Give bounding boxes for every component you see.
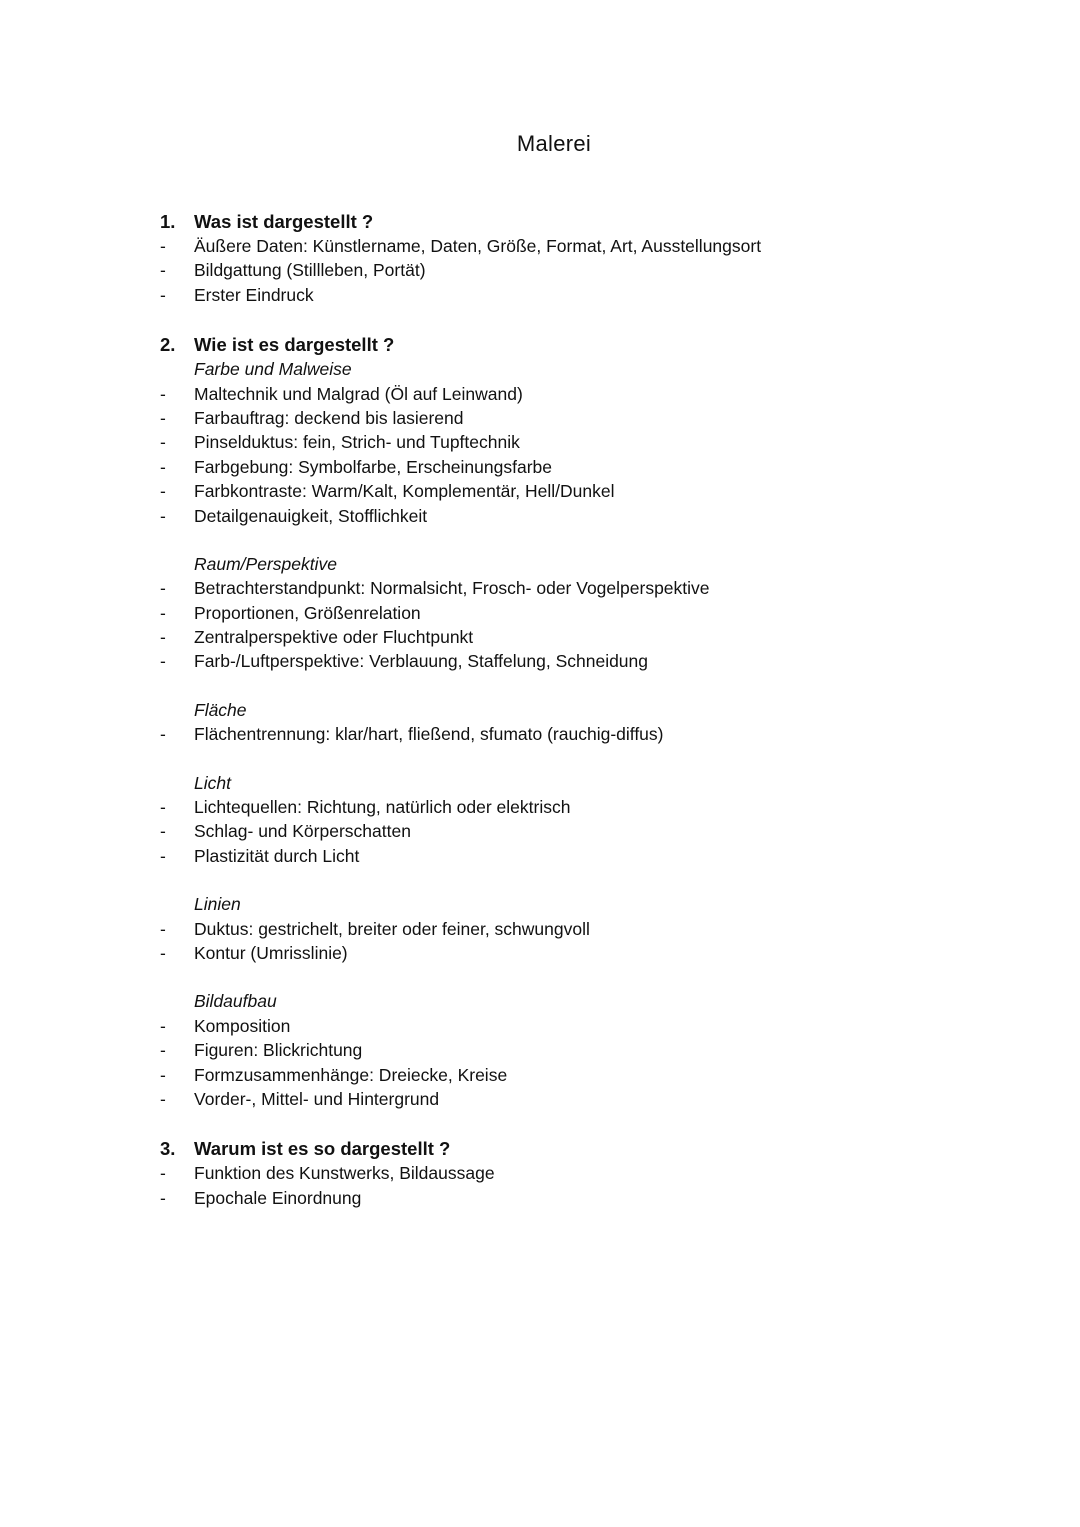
list-item xyxy=(160,283,980,307)
section-1 xyxy=(160,209,980,307)
dash-bullet: - xyxy=(160,845,166,866)
list-item-text: Schlag- und Körperschatten xyxy=(194,821,411,842)
list-item xyxy=(160,795,980,819)
list-item-text: Formzusammenhänge: Dreiecke, Kreise xyxy=(194,1064,508,1085)
dash-bullet: - xyxy=(160,1088,166,1109)
section-heading xyxy=(160,209,980,234)
dash-bullet: - xyxy=(160,456,166,477)
list-item xyxy=(160,258,980,282)
list-item-text: Komposition xyxy=(194,1015,291,1036)
document-title: Malerei xyxy=(516,131,592,156)
dash-bullet: - xyxy=(160,407,166,428)
dash-bullet: - xyxy=(160,236,166,256)
subsection xyxy=(160,552,980,674)
section-3 xyxy=(160,1136,980,1210)
list-item-text: Vorder-, Mittel- und Hintergrund xyxy=(194,1088,440,1109)
subsection xyxy=(160,357,980,528)
list-item-text: Erster Eindruck xyxy=(194,284,314,305)
dash-bullet: - xyxy=(160,797,166,818)
list-item-text: Äußere Daten: Künstlername, Daten, Größe, Format, Art, Ausstellungsort xyxy=(194,236,762,256)
list-item-text: Proportionen, Größenrelation xyxy=(194,602,421,623)
dash-bullet: - xyxy=(160,383,166,404)
dash-bullet: - xyxy=(160,1187,166,1208)
list-item xyxy=(160,406,980,430)
section-2 xyxy=(160,332,980,1111)
list-item xyxy=(160,1038,980,1062)
dash-bullet: - xyxy=(160,1064,166,1085)
list-item-text: Figuren: Blickrichtung xyxy=(194,1040,363,1061)
list-item-text: Plastizität durch Licht xyxy=(194,845,360,866)
list-item-text: Betrachterstandpunkt: Normalsicht, Frosch- oder Vogelperspektive xyxy=(194,578,710,599)
list-item xyxy=(160,1087,980,1111)
list-item-text: Lichtequellen: Richtung, natürlich oder elektrisch xyxy=(194,797,571,818)
dash-bullet: - xyxy=(160,1163,166,1184)
section-number: 3. xyxy=(160,1138,176,1160)
dash-bullet: - xyxy=(160,432,166,453)
subsection xyxy=(160,1161,980,1210)
list-item-text: Bildgattung (Stillleben, Portät) xyxy=(194,260,426,281)
document-content xyxy=(160,209,980,1235)
subsection xyxy=(160,698,980,747)
dash-bullet: - xyxy=(160,505,166,526)
dash-bullet: - xyxy=(160,1040,166,1061)
section-number: 2. xyxy=(160,334,176,356)
list-item xyxy=(160,941,980,965)
dash-bullet: - xyxy=(160,821,166,842)
subsection-title: Fläche xyxy=(194,699,247,720)
list-item-text: Pinselduktus: fein, Strich- und Tupftechnik xyxy=(194,432,520,453)
dash-bullet: - xyxy=(160,918,166,939)
subsection-title: Licht xyxy=(194,772,231,793)
list-item xyxy=(160,455,980,479)
subsection-title: Raum/Perspektive xyxy=(194,553,337,574)
list-item xyxy=(160,625,980,649)
subsection xyxy=(160,234,980,307)
dash-bullet: - xyxy=(160,627,166,648)
list-item xyxy=(160,601,980,625)
list-item-text: Farbauftrag: deckend bis lasierend xyxy=(194,407,464,428)
list-item xyxy=(160,917,980,941)
dash-bullet: - xyxy=(160,724,166,745)
section-heading-text: Was ist dargestellt ? xyxy=(194,211,374,232)
list-item xyxy=(160,844,980,868)
list-item xyxy=(160,1186,980,1210)
list-item xyxy=(160,576,980,600)
dash-bullet: - xyxy=(160,260,166,281)
dash-bullet: - xyxy=(160,578,166,599)
list-item-text: Farbgebung: Symbolfarbe, Erscheinungsfarbe xyxy=(194,456,552,477)
dash-bullet: - xyxy=(160,284,166,305)
list-item xyxy=(160,504,980,528)
subsection-title: Farbe und Malweise xyxy=(194,359,352,380)
list-item xyxy=(160,819,980,843)
list-item xyxy=(160,1063,980,1087)
list-item xyxy=(160,649,980,673)
list-item xyxy=(160,382,980,406)
subsection-title: Linien xyxy=(194,894,241,915)
list-item-text: Duktus: gestrichelt, breiter oder feiner, schwungvoll xyxy=(194,918,590,939)
list-item xyxy=(160,1161,980,1185)
section-heading-text: Wie ist es dargestellt ? xyxy=(194,334,395,356)
list-item-text: Farb-/Luftperspektive: Verblauung, Staffelung, Schneidung xyxy=(194,651,649,672)
list-item xyxy=(160,722,980,746)
dash-bullet: - xyxy=(160,1015,166,1036)
list-item-text: Flächentrennung: klar/hart, fließend, sfumato (rauchig-diffus) xyxy=(194,724,664,745)
subsection xyxy=(160,892,980,965)
dash-bullet: - xyxy=(160,602,166,623)
dash-bullet: - xyxy=(160,942,166,963)
list-item xyxy=(160,1014,980,1038)
section-number: 1. xyxy=(160,211,176,232)
subsection xyxy=(160,989,980,1111)
list-item-text: Kontur (Umrisslinie) xyxy=(194,942,348,963)
section-heading xyxy=(160,1136,980,1161)
list-item-text: Maltechnik und Malgrad (Öl auf Leinwand) xyxy=(194,383,523,404)
list-item xyxy=(160,234,980,258)
subsection xyxy=(160,771,980,869)
dash-bullet: - xyxy=(160,651,166,672)
list-item-text: Farbkontraste: Warm/Kalt, Komplementär, Hell/Dunkel xyxy=(194,481,615,502)
subsection-title: Bildaufbau xyxy=(194,991,277,1012)
list-item-text: Funktion des Kunstwerks, Bildaussage xyxy=(194,1163,495,1184)
section-heading-text: Warum ist es so dargestellt ? xyxy=(194,1138,451,1160)
list-item-text: Epochale Einordnung xyxy=(194,1187,362,1208)
list-item xyxy=(160,479,980,503)
list-item-text: Detailgenauigkeit, Stofflichkeit xyxy=(194,505,428,526)
list-item xyxy=(160,430,980,454)
section-heading xyxy=(160,332,980,357)
list-item-text: Zentralperspektive oder Fluchtpunkt xyxy=(194,627,474,648)
dash-bullet: - xyxy=(160,481,166,502)
